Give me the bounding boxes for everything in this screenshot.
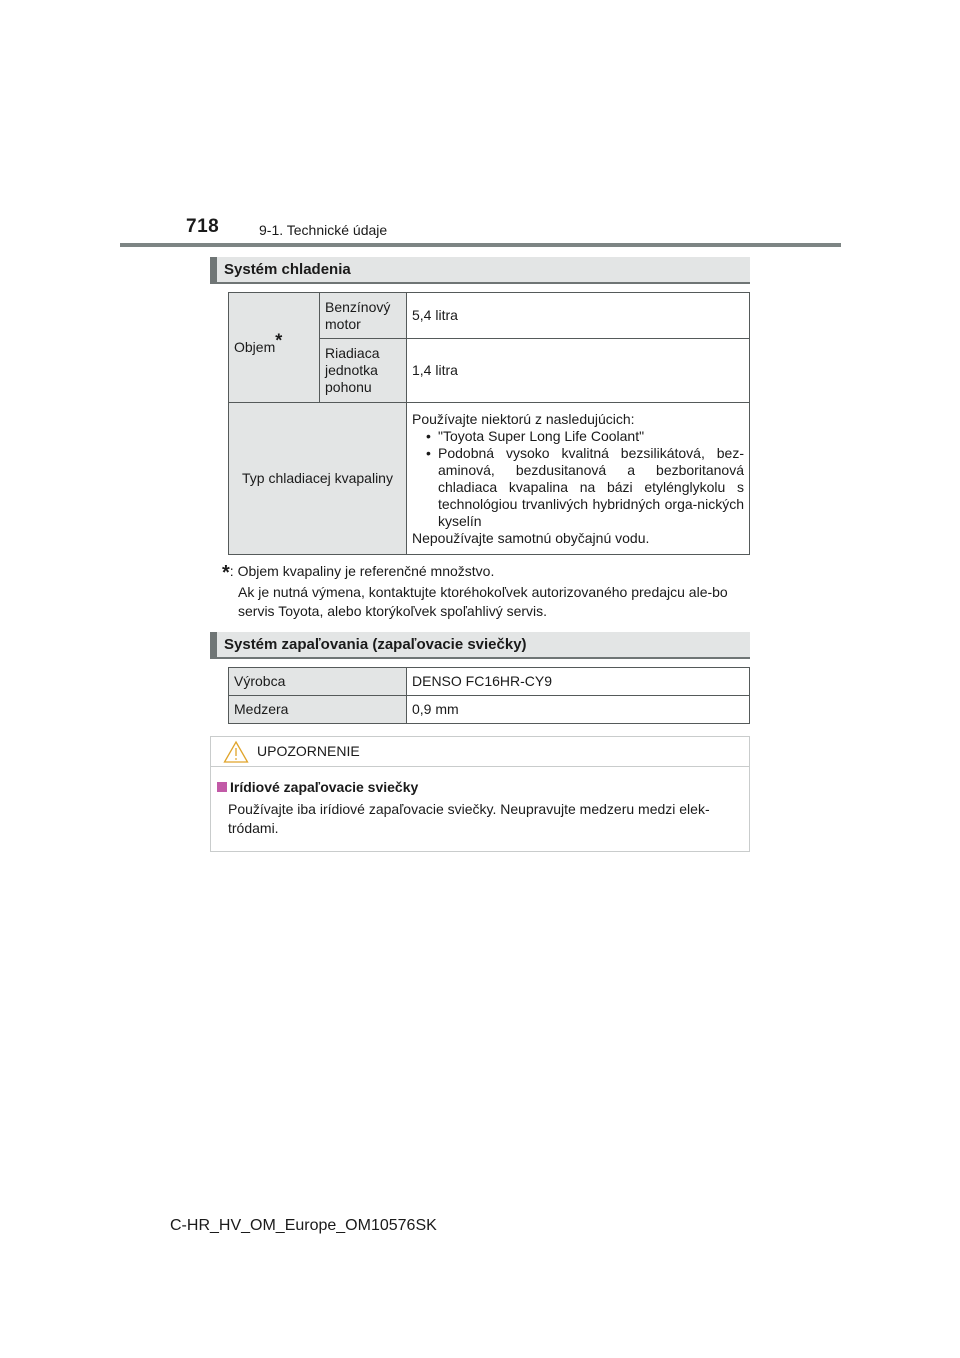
coolant-bullet-1: "Toyota Super Long Life Coolant": [438, 427, 645, 444]
pcu-label: Riadiaca jednotka pohonu: [320, 339, 407, 403]
pcu-value: 1,4 litra: [407, 339, 750, 403]
section-title: 9-1. Technické údaje: [259, 222, 388, 238]
caution-item-title: [217, 779, 418, 795]
square-bullet-icon: [217, 782, 227, 792]
gasoline-value: 5,4 litra: [407, 293, 750, 339]
coolant-bullet-2: Podobná vysoko kvalitná bezsilikátová, bez-aminová, bezdusitanová a bezboritanová chladiaca kvapalina na bázi etylénglykolu s technológiou trvanlivých hybridných orga-nických kyselín: [438, 444, 744, 529]
footnote-line-2: Ak je nutná výmena, kontaktujte ktoréhokoľvek autorizovaného predajcu ale-bo servis Toyota, alebo ktorýkoľvek spoľahlivý servis.: [238, 584, 728, 619]
caution-box: [210, 736, 750, 852]
coolant-intro: Používajte niektorú z nasledujúcich:: [412, 410, 635, 427]
footnote-mark: *: [222, 562, 230, 584]
caution-header: [211, 737, 749, 767]
coolant-value-cell: [407, 403, 750, 555]
footnote: [222, 562, 752, 621]
cooling-heading: Systém chladenia: [210, 257, 750, 284]
gap-value: 0,9 mm: [407, 696, 750, 724]
table-row: [229, 293, 750, 339]
coolant-outro: Nepoužívajte samotnú obyčajnú vodu.: [412, 529, 650, 546]
bullet-icon: •: [426, 444, 431, 461]
list-item: [412, 445, 744, 530]
bullet-icon: •: [426, 427, 431, 444]
caution-label: UPOZORNENIE: [257, 743, 360, 759]
page-number: 718: [186, 216, 220, 237]
footnote-line-1: : Objem kvapaliny je referenčné množstvo.: [229, 563, 495, 579]
ignition-heading: Systém zapaľovania (zapaľovacie sviečky): [210, 632, 750, 659]
table-row: [229, 696, 750, 724]
maker-value: DENSO FC16HR-CY9: [407, 668, 750, 696]
coolant-label: Typ chladiacej kvapaliny: [229, 403, 407, 555]
volume-label: Objem: [234, 339, 276, 355]
caution-item-text: Používajte iba irídiové zapaľovacie sviečky. Neupravujte medzeru medzi elek-tródami.: [228, 801, 710, 836]
volume-label-cell: [229, 293, 320, 403]
maker-label: Výrobca: [229, 668, 407, 696]
caution-item-title-text: Irídiové zapaľovacie sviečky: [230, 779, 419, 795]
volume-mark: *: [275, 330, 283, 351]
table-row: [229, 668, 750, 696]
ignition-table: [228, 667, 750, 724]
gasoline-label: Benzínový motor: [320, 293, 407, 339]
warning-triangle-icon: [223, 740, 249, 764]
gap-label: Medzera: [229, 696, 407, 724]
list-item: [412, 428, 744, 445]
table-row: [229, 403, 750, 555]
doc-code: C-HR_HV_OM_Europe_OM10576SK: [170, 1217, 437, 1234]
cooling-table: [228, 292, 750, 555]
header-rule: [120, 243, 841, 247]
